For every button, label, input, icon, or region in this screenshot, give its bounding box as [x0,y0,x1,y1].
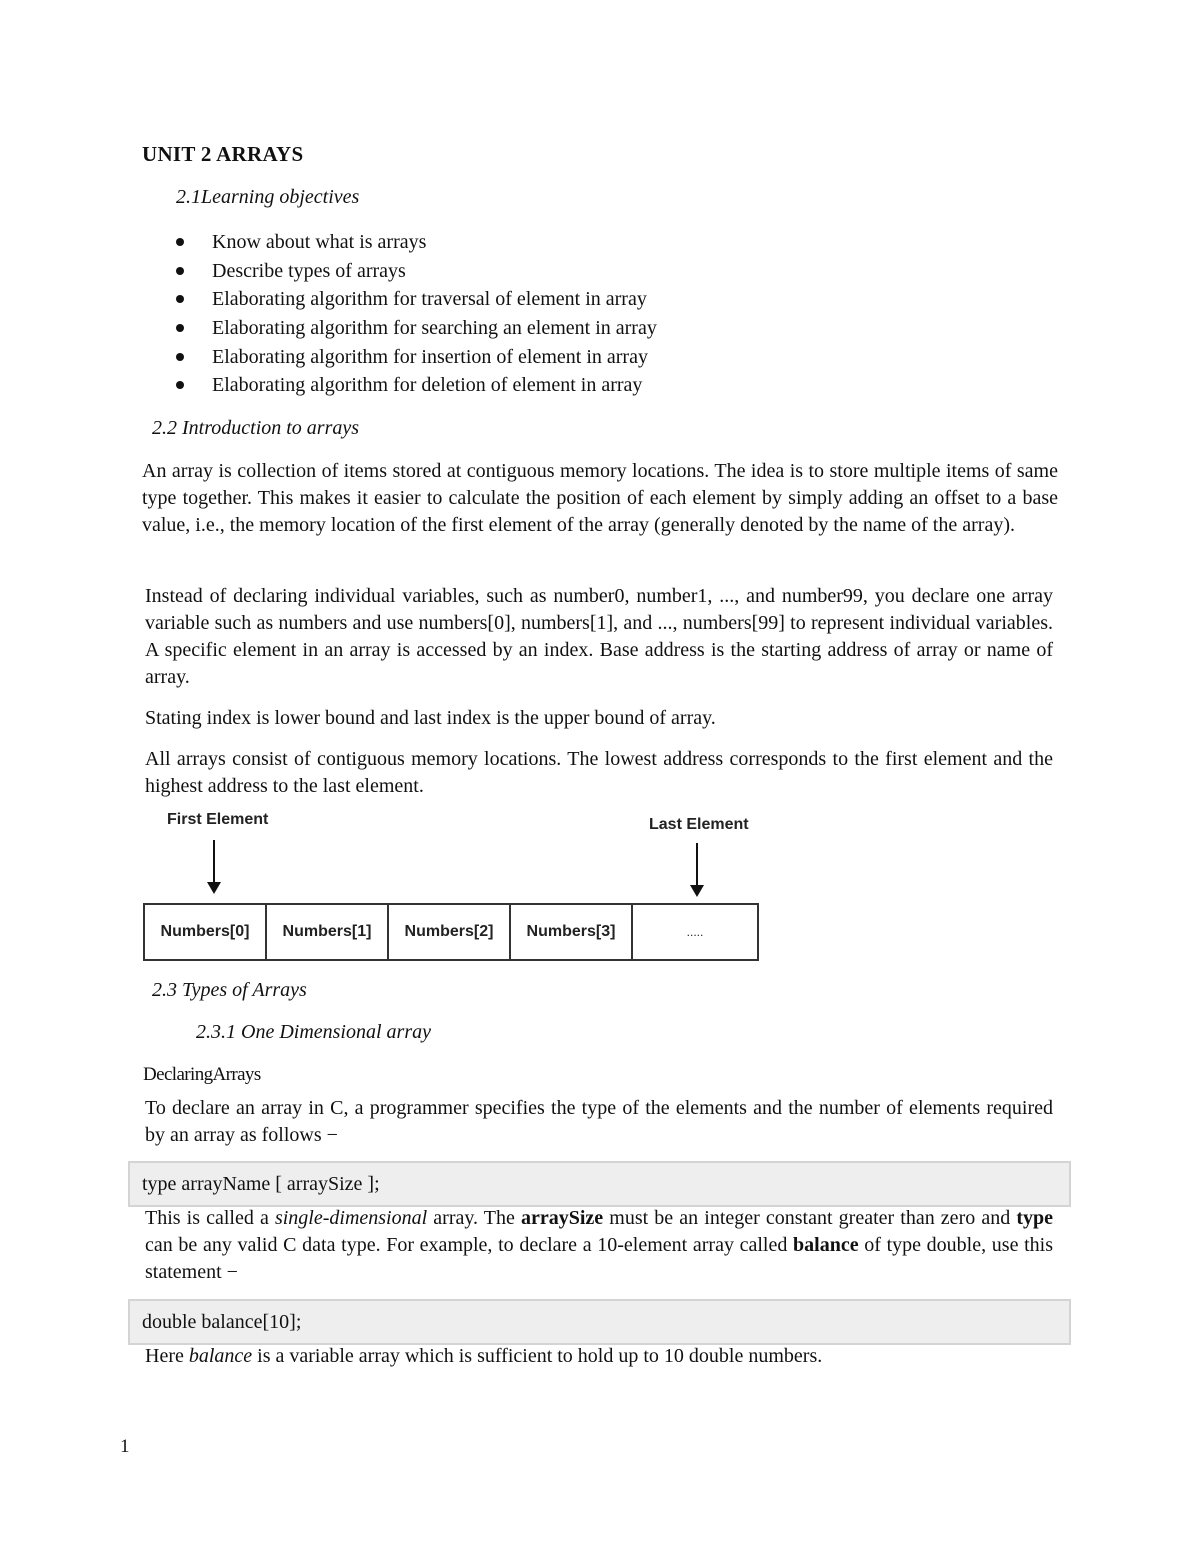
arrow-down-icon [690,885,704,897]
bullet-icon [176,238,184,246]
array-cell: Numbers[2] [389,905,511,959]
objectives-heading: 2.1Learning objectives [176,186,360,208]
bullet-icon [176,324,184,332]
declaring-arrays-label: DeclaringArrays [143,1064,261,1085]
first-element-label: First Element [167,811,269,828]
bound-paragraph: Stating index is lower bound and last index is the upper bound of array. [145,707,716,729]
code-block-declaration: type arrayName [ arraySize ]; [128,1161,1071,1207]
balance-paragraph: Here balance is a variable array which is sufficient to hold up to 10 double numbers. [145,1345,823,1367]
arrow-down-icon [207,882,221,894]
bullet-icon [176,295,184,303]
last-element-label: Last Element [649,816,749,833]
array-cell: Numbers[0] [145,905,267,959]
list-item: Elaborating algorithm for searching an element in array [172,315,657,344]
unit-title: UNIT 2 ARRAYS [142,142,304,166]
list-item: Know about what is arrays [172,229,657,258]
one-dim-heading: 2.3.1 One Dimensional array [196,1021,431,1043]
objectives-list [172,229,657,401]
bullet-icon [176,381,184,389]
bullet-icon [176,353,184,361]
bullet-icon [176,267,184,275]
first-arrow-shaft [213,840,215,884]
list-item: Elaborating algorithm for deletion of element in array [172,372,657,401]
array-cell-ellipsis: ..... [686,925,704,939]
contiguous-paragraph: All arrays consist of contiguous memory locations. The lowest address corresponds to the first element and the highest address to the last element. [145,748,1053,797]
declare-intro-paragraph: To declare an array in C, a programmer specifies the type of the elements and the number of elements required by an array as follows − [145,1097,1053,1146]
single-dim-paragraph: This is called a single-dimensional array. The arraySize must be an integer constant greater than zero and type can be any valid C data type. For example, to declare a 10-element array called balance of type double, use this statement − [145,1207,1054,1283]
intro-paragraph: An array is collection of items stored at contiguous memory locations. The idea is to store multiple items of same type together. This makes it easier to calculate the position of each element by simply adding an offset to a base value, i.e., the memory location of the first element of the array (generally denoted by the name of the array). [142,460,1058,536]
types-heading: 2.3 Types of Arrays [152,979,307,1001]
list-item: Elaborating algorithm for traversal of element in array [172,286,657,315]
array-cell: Numbers[3] [511,905,633,959]
declare-paragraph: Instead of declaring individual variables, such as number0, number1, ..., and number99, you declare one array variable such as numbers and use numbers[0], numbers[1], and ..., numbers[99] to represent individual variables. A specific element in an array is accessed by an index. Base address is the starting address of array or name of array. [145,585,1053,688]
list-item: Elaborating algorithm for insertion of element in array [172,344,657,373]
last-arrow-shaft [696,843,698,887]
intro-heading: 2.2 Introduction to arrays [152,417,360,439]
array-diagram [143,903,759,961]
code-block-example: double balance[10]; [128,1299,1071,1345]
array-cell: Numbers[1] [267,905,389,959]
list-item: Describe types of arrays [172,258,657,287]
page-number: 1 [120,1436,130,1457]
